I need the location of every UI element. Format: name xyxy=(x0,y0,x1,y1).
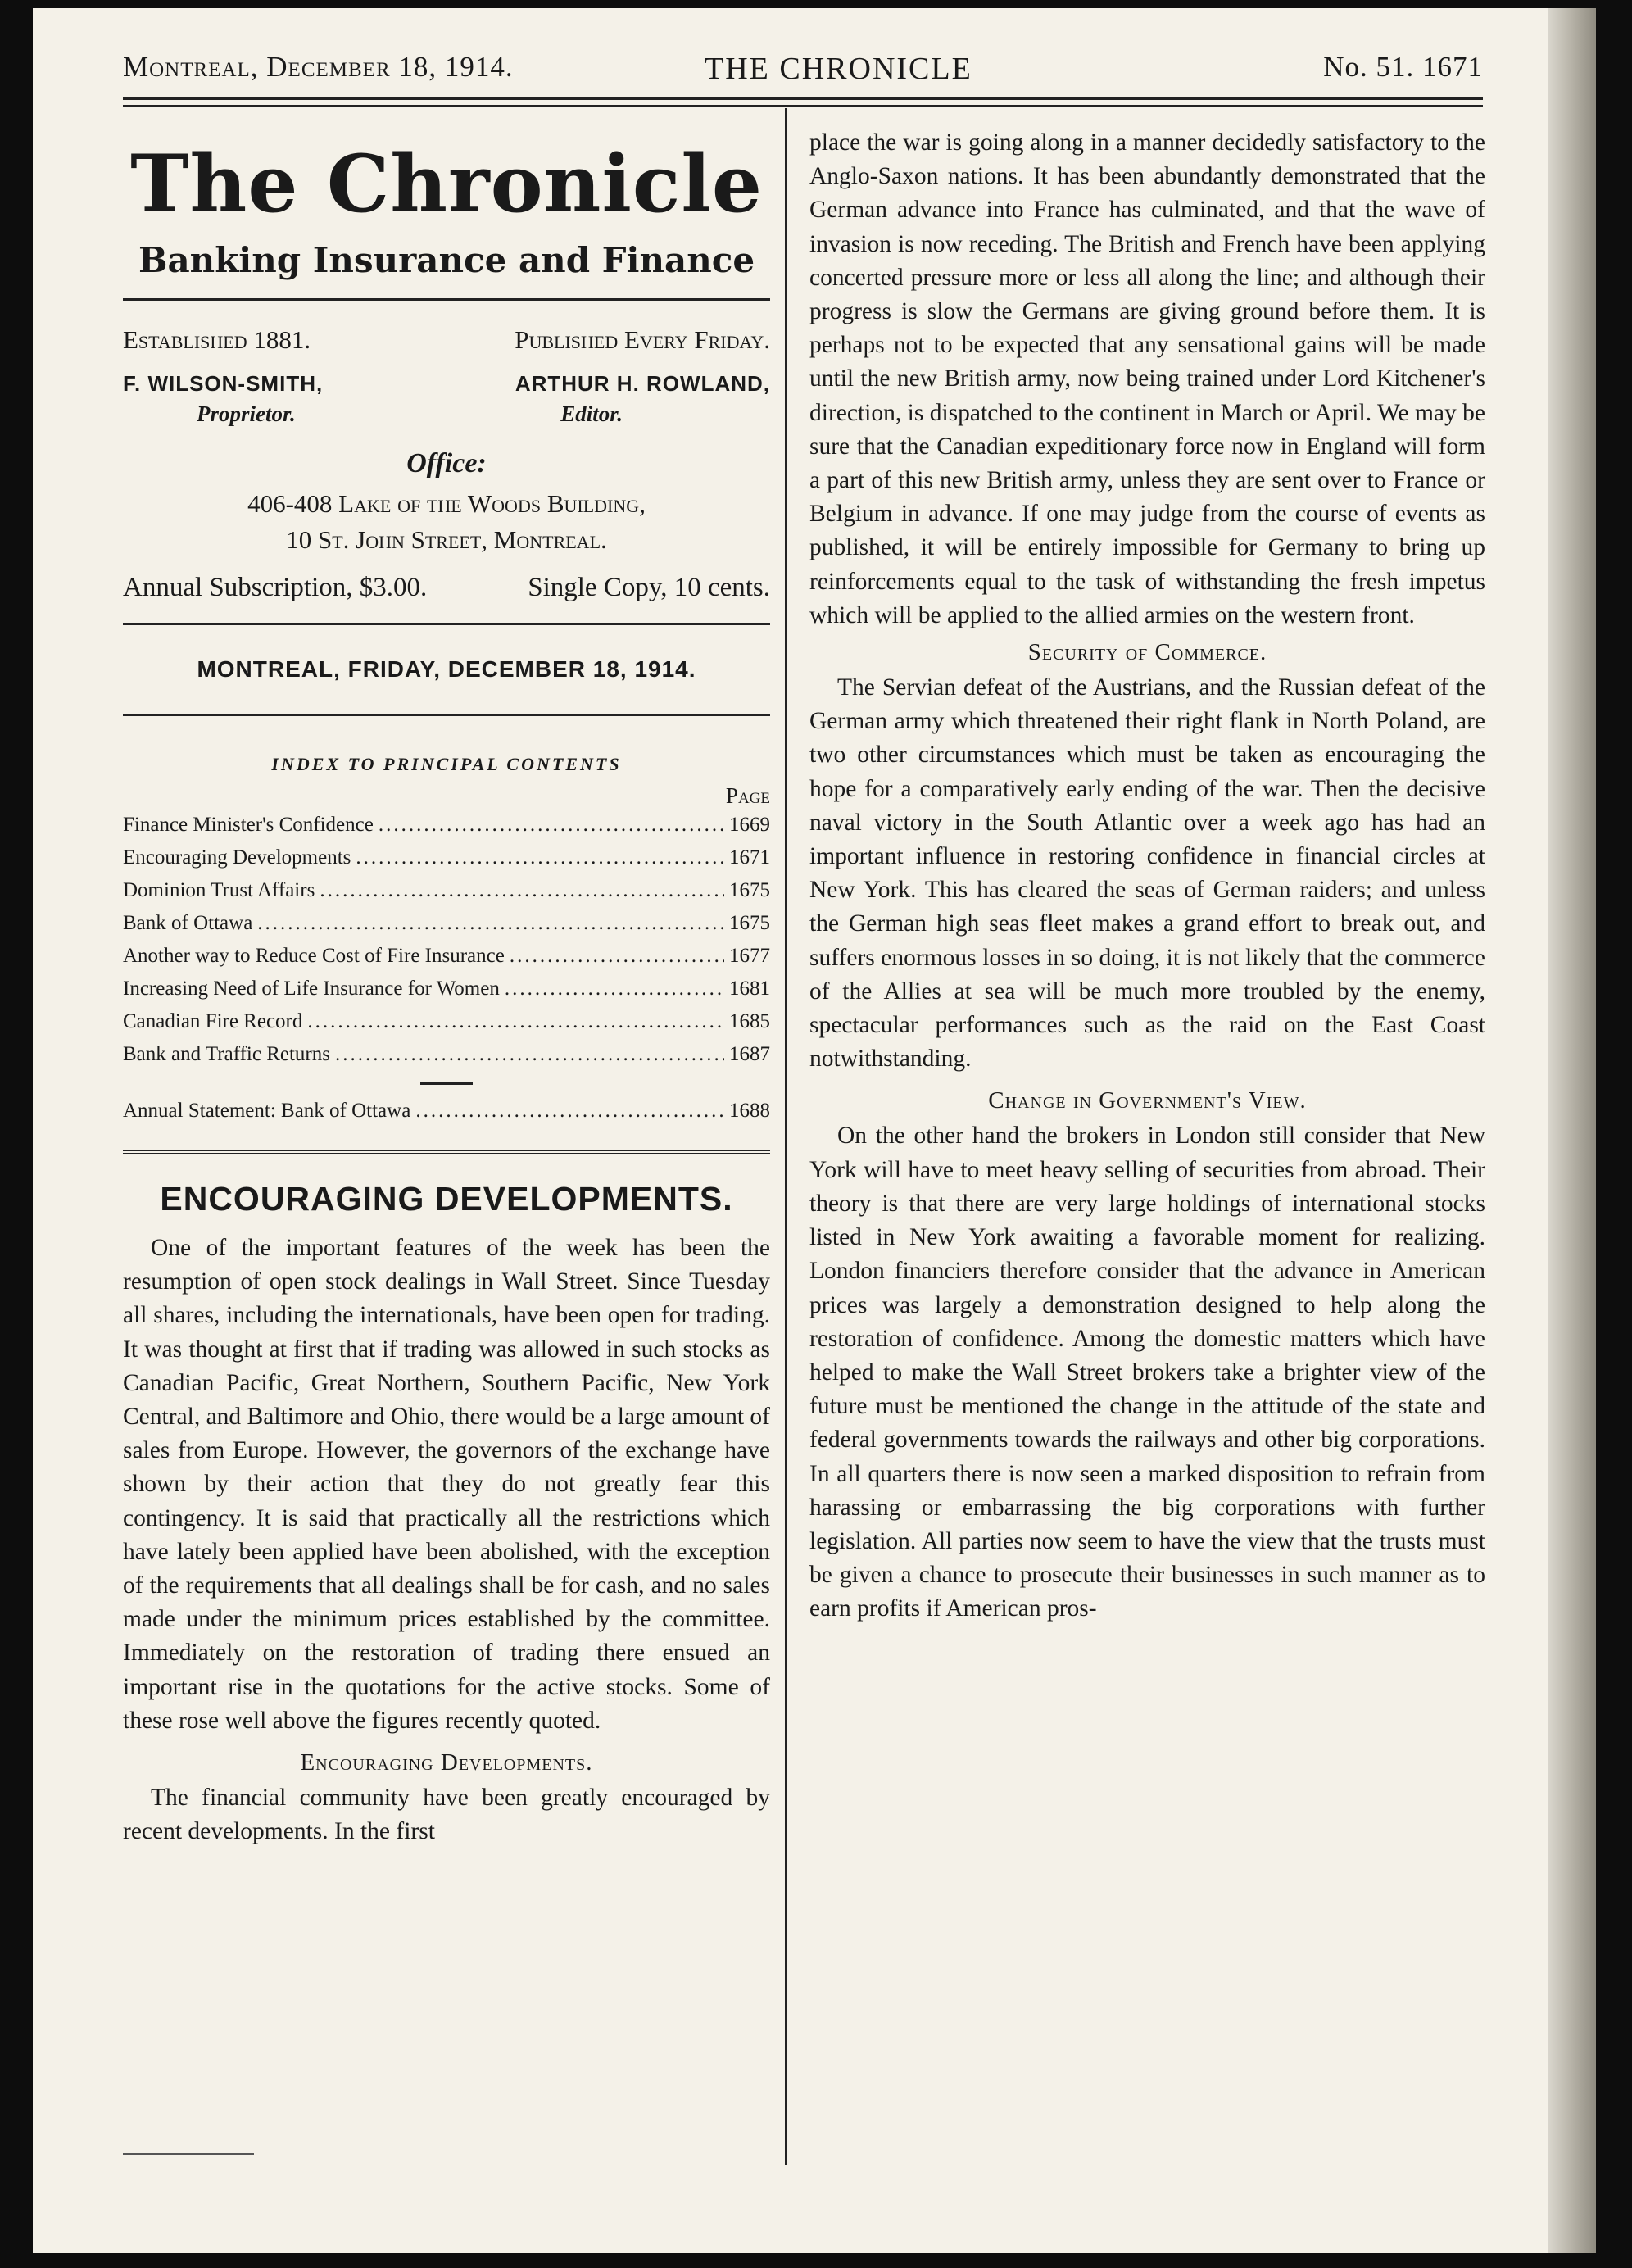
toc-entry-page: 1675 xyxy=(729,879,770,901)
toc-entry-title: Increasing Need of Life Insurance for Women xyxy=(123,978,500,1000)
section-heading: Change in Government's View. xyxy=(988,1087,1307,1114)
toc-entry-page: 1685 xyxy=(729,1010,770,1032)
toc-entry xyxy=(123,841,770,874)
toc-entry-title: Encouraging Developments xyxy=(123,846,351,869)
toc-entry-page: 1687 xyxy=(729,1043,770,1065)
toc-entry-title: Bank and Traffic Returns xyxy=(123,1043,330,1065)
toc-entry-title: Dominion Trust Affairs xyxy=(123,879,315,901)
toc-entry-page: 1671 xyxy=(729,846,770,869)
toc-entry-title: Annual Statement: Bank of Ottawa xyxy=(123,1100,411,1122)
article-paragraph: One of the important features of the week has been the resumption of open stock dealings in Wall Street. Since Tuesday all shares, including the internationals, have been open for trading. It was thought at first that if trading was allowed in such stocks as Canadian Pacific, Great Northern, Southern Pacific, New York Central, and Baltimore and Ohio, there would be a large amount of sales from Europe. However, the governors of the exchange have shown by their action that they do not greatly fear this contingency. It is said that practically all the restrictions which have lately been applied have been abolished, with the exception of the requirements that all dealings shall be for cash, and no sales made under the minimum prices established by the committee. Immediately on the restoration of trading there ensued an important rise in the quotations for the active stocks. Some of these rose well above the figures recently quoted. xyxy=(123,1235,770,1734)
masthead-subtitle: Banking Insurance and Finance xyxy=(138,240,755,280)
toc-entry xyxy=(123,1038,770,1071)
article-paragraph: place the war is going along in a manner decidedly satisfactory to the Anglo-Saxon nations. It has been abundantly demonstrated that the German advance into France has culminated, and that the wave of invasion is now receding. The British and French have been applying concerted pressure more or less all along the line; and although their progress is slow the Germans are giving ground before them. It is perhaps not to be expected that any sensational gains will be made until the new British army, now being trained under Lord Kitchener's direction, is dispatched to the continent in March or April. We may be sure that the Canadian expeditionary force now in England will form a part of this new British army, unless they are sent over to France or Belgium in advance. If one may judge from the course of events as published, it will be entirely impossible for Germany to bring up reinforcements equal to the task of withstanding the fresh impetus which will be applied to the allied armies on the western front. xyxy=(809,129,1485,628)
binding-edge xyxy=(1548,8,1596,2253)
proprietor-name: F. WILSON-SMITH, xyxy=(123,371,324,396)
article-headline: ENCOURAGING DEVELOPMENTS. xyxy=(160,1180,733,1218)
section-heading: Encouraging Developments. xyxy=(300,1749,593,1776)
toc-entry xyxy=(123,907,770,940)
toc-entry xyxy=(123,874,770,907)
toc-annual-statement xyxy=(123,1095,770,1127)
masthead-title: The Chronicle xyxy=(130,138,763,230)
single-copy-price: Single Copy, 10 cents. xyxy=(528,573,770,602)
index-page-label: Page xyxy=(725,783,770,808)
section-heading: Security of Commerce. xyxy=(1027,639,1267,666)
editor-role: Editor. xyxy=(560,401,623,426)
right-column xyxy=(809,123,1485,1626)
toc-entry-page: 1681 xyxy=(729,978,770,1000)
established-text: Established 1881. xyxy=(123,325,311,354)
subscription-rule xyxy=(123,623,770,625)
toc-entry-page: 1688 xyxy=(729,1100,770,1122)
annual-subscription: Annual Subscription, $3.00. xyxy=(123,573,428,602)
office-address xyxy=(123,486,770,558)
running-head xyxy=(123,43,1483,92)
article-paragraph: The financial community have been greatly encouraged by recent developments. In the first xyxy=(123,1785,770,1845)
toc-separator xyxy=(420,1082,473,1085)
toc-entry-page: 1669 xyxy=(729,814,770,836)
article-paragraph: The Servian defeat of the Austrians, and the Russian defeat of the German army which threatened their right flank in North Poland, are two other circumstances which must be taken as encouraging the hope for a comparatively early ending of the war. Then the decisive naval victory in the South Atlantic over a week ago has had an important influence in restoring confidence in financial circles at New York. This has cleared the seas of German raiders; and unless the German high seas fleet makes a grand effort to break out, and suffers enormous losses in so doing, it is not likely that the commerce of the Allies at sea will be much more troubled by the enemy, spectacular performances such as the raid on the East Coast notwithstanding. xyxy=(809,674,1485,1073)
toc-entry xyxy=(123,1005,770,1038)
editor-name: ARTHUR H. ROWLAND, xyxy=(515,371,770,396)
toc-entry xyxy=(123,973,770,1005)
toc-entry-page: 1677 xyxy=(729,945,770,967)
toc-entry-title: Another way to Reduce Cost of Fire Insurance xyxy=(123,945,505,967)
toc-entry-title: Canadian Fire Record xyxy=(123,1010,303,1032)
published-text: Published Every Friday. xyxy=(515,325,770,354)
publication-info xyxy=(123,325,770,355)
newspaper-page xyxy=(33,8,1596,2253)
address-line-1: 406-408 Lake of the Woods Building, xyxy=(247,489,646,518)
credits xyxy=(123,371,770,397)
article-paragraph: On the other hand the brokers in London still consider that New York will have to meet heavy selling of securities from abroad. Their theory is that there are very large holdings of international stocks listed in New York awaiting a favorable moment for realizing. London financiers therefore consider that the advance in American prices was largely a demonstration designed to help along the restoration of confidence. Among the domestic matters which have helped to make the Wall Street brokers take a brighter view of the future must be mentioned the change in the attitude of the state and federal governments towards the railways and other big corporations. In all quarters there is now seen a marked disposition to refrain from harassing or embarrassing the big corporations with further legislation. All parties now seem to have the view that the trusts must be given a chance to prosecute their businesses in such manner as to earn profits if American pros- xyxy=(809,1123,1485,1622)
running-head-title: THE CHRONICLE xyxy=(705,52,972,86)
address-line-2: 10 St. John Street, Montreal. xyxy=(286,525,607,554)
header-rule xyxy=(123,97,1483,100)
credit-roles xyxy=(123,401,770,427)
running-head-date: Montreal, December 18, 1914. xyxy=(123,51,514,83)
table-of-contents xyxy=(123,809,770,1071)
office-label: Office: xyxy=(406,448,487,479)
index-end-rule xyxy=(123,1150,770,1157)
toc-entry xyxy=(123,940,770,973)
masthead-rule xyxy=(123,298,770,301)
issue-dateline: MONTREAL, FRIDAY, DECEMBER 18, 1914. xyxy=(197,656,696,682)
running-head-page: No. 51. 1671 xyxy=(1323,51,1483,83)
left-column xyxy=(123,123,770,1848)
subscription-info xyxy=(123,573,770,603)
column-divider xyxy=(785,108,787,2165)
proprietor-role: Proprietor. xyxy=(197,401,296,426)
toc-entry-title: Bank of Ottawa xyxy=(123,912,253,934)
toc-entry-page: 1675 xyxy=(729,912,770,934)
toc-entry xyxy=(123,809,770,841)
toc-entry-title: Finance Minister's Confidence xyxy=(123,814,374,836)
header-rule-thin xyxy=(123,105,1483,107)
footer-rule xyxy=(123,2153,254,2155)
dateline-rule xyxy=(123,714,770,716)
index-title: INDEX TO PRINCIPAL CONTENTS xyxy=(271,754,622,774)
